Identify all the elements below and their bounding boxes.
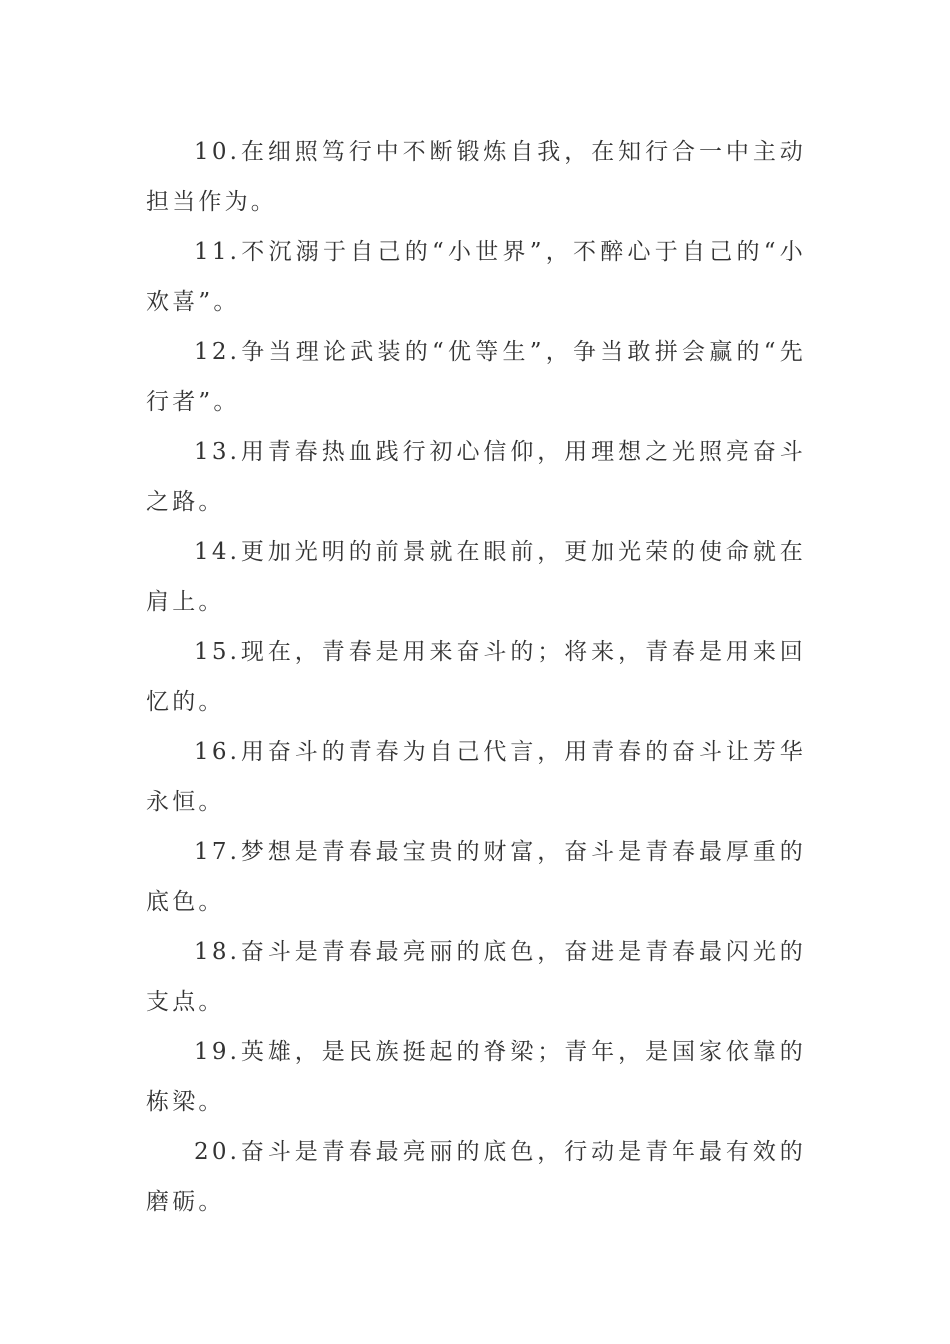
paragraph-17: 17.梦想是青春最宝贵的财富，奋斗是青春最厚重的底色。 [146, 839, 806, 915]
paragraph-20: 20.奋斗是青春最亮丽的底色，行动是青年最有效的磨砺。 [146, 1139, 806, 1215]
document-body [146, 127, 806, 1227]
paragraph-13: 13.用青春热血践行初心信仰，用理想之光照亮奋斗之路。 [146, 439, 806, 515]
paragraph-19: 19.英雄，是民族挺起的脊梁；青年，是国家依靠的栋梁。 [146, 1039, 806, 1115]
paragraph-16: 16.用奋斗的青春为自己代言，用青春的奋斗让芳华永恒。 [146, 739, 806, 815]
paragraph-18: 18.奋斗是青春最亮丽的底色，奋进是青春最闪光的支点。 [146, 939, 806, 1015]
paragraph-11: 11.不沉溺于自己的“小世界”，不醉心于自己的“小欢喜”。 [146, 239, 806, 315]
paragraph-12: 12.争当理论武装的“优等生”，争当敢拼会赢的“先行者”。 [146, 339, 806, 415]
paragraph-15: 15.现在，青春是用来奋斗的；将来，青春是用来回忆的。 [146, 639, 806, 715]
paragraph-14: 14.更加光明的前景就在眼前，更加光荣的使命就在肩上。 [146, 539, 806, 615]
paragraph-10: 10.在细照笃行中不断锻炼自我，在知行合一中主动担当作为。 [146, 139, 806, 215]
